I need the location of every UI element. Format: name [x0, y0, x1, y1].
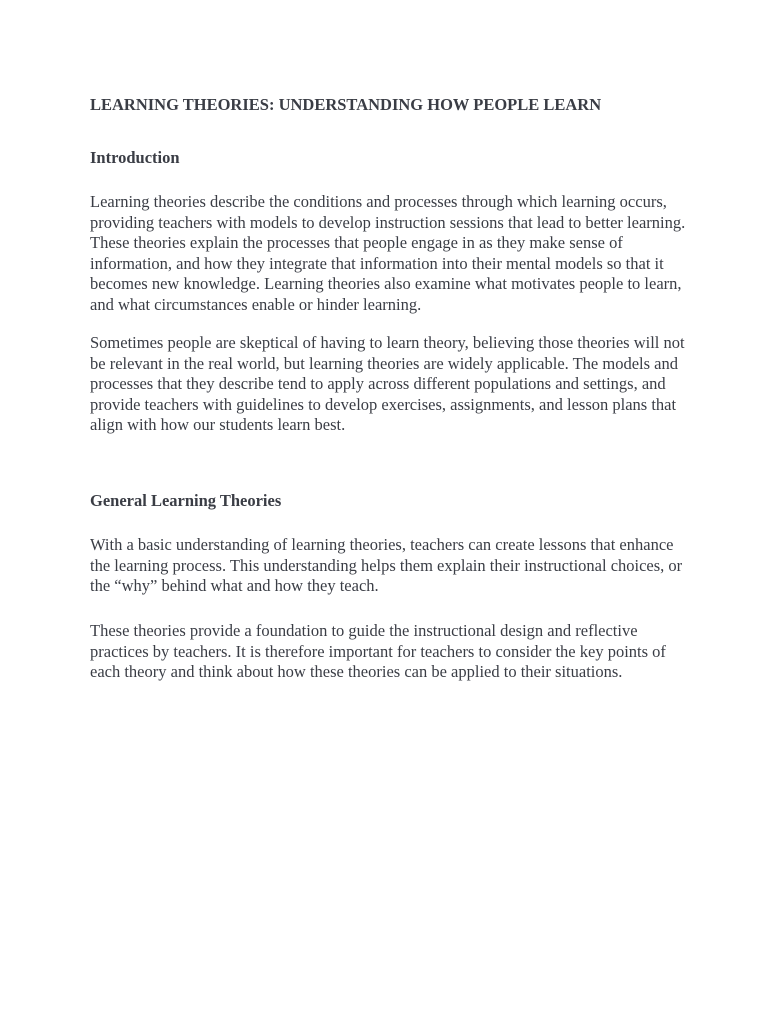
document-title: LEARNING THEORIES: UNDERSTANDING HOW PEOPLE LEARN [90, 95, 602, 114]
section-heading-introduction: Introduction [90, 148, 180, 167]
section-heading-general-learning-theories: General Learning Theories [90, 491, 282, 510]
general-paragraph-1: With a basic understanding of learning theories, teachers can create lessons that enhance the learning process. This understanding helps them explain their instructional choices, or the “why” behind what and how they teach. [90, 535, 683, 596]
intro-paragraph-1: Learning theories describe the conditions and processes through which learning occurs, providing teachers with models to develop instruction sessions that lead to better learning. These theories explain the processes that people engage in as they make sense of information, and how they integrate that information into their mental models so that it becomes new knowledge. Learning theories also examine what motivates people to learn, and what circumstances enable or hinder learning. [90, 192, 686, 314]
general-paragraph-2: These theories provide a foundation to guide the instructional design and reflective practices by teachers. It is therefore important for teachers to consider the key points of each theory and think about how these theories can be applied to their situations. [90, 621, 666, 682]
intro-paragraph-2: Sometimes people are skeptical of having to learn theory, believing those theories will not be relevant in the real world, but learning theories are widely applicable. The models and processes that they describe tend to apply across different populations and settings, and provide teachers with guidelines to develop exercises, assignments, and lesson plans that align with how our students learn best. [90, 333, 685, 435]
